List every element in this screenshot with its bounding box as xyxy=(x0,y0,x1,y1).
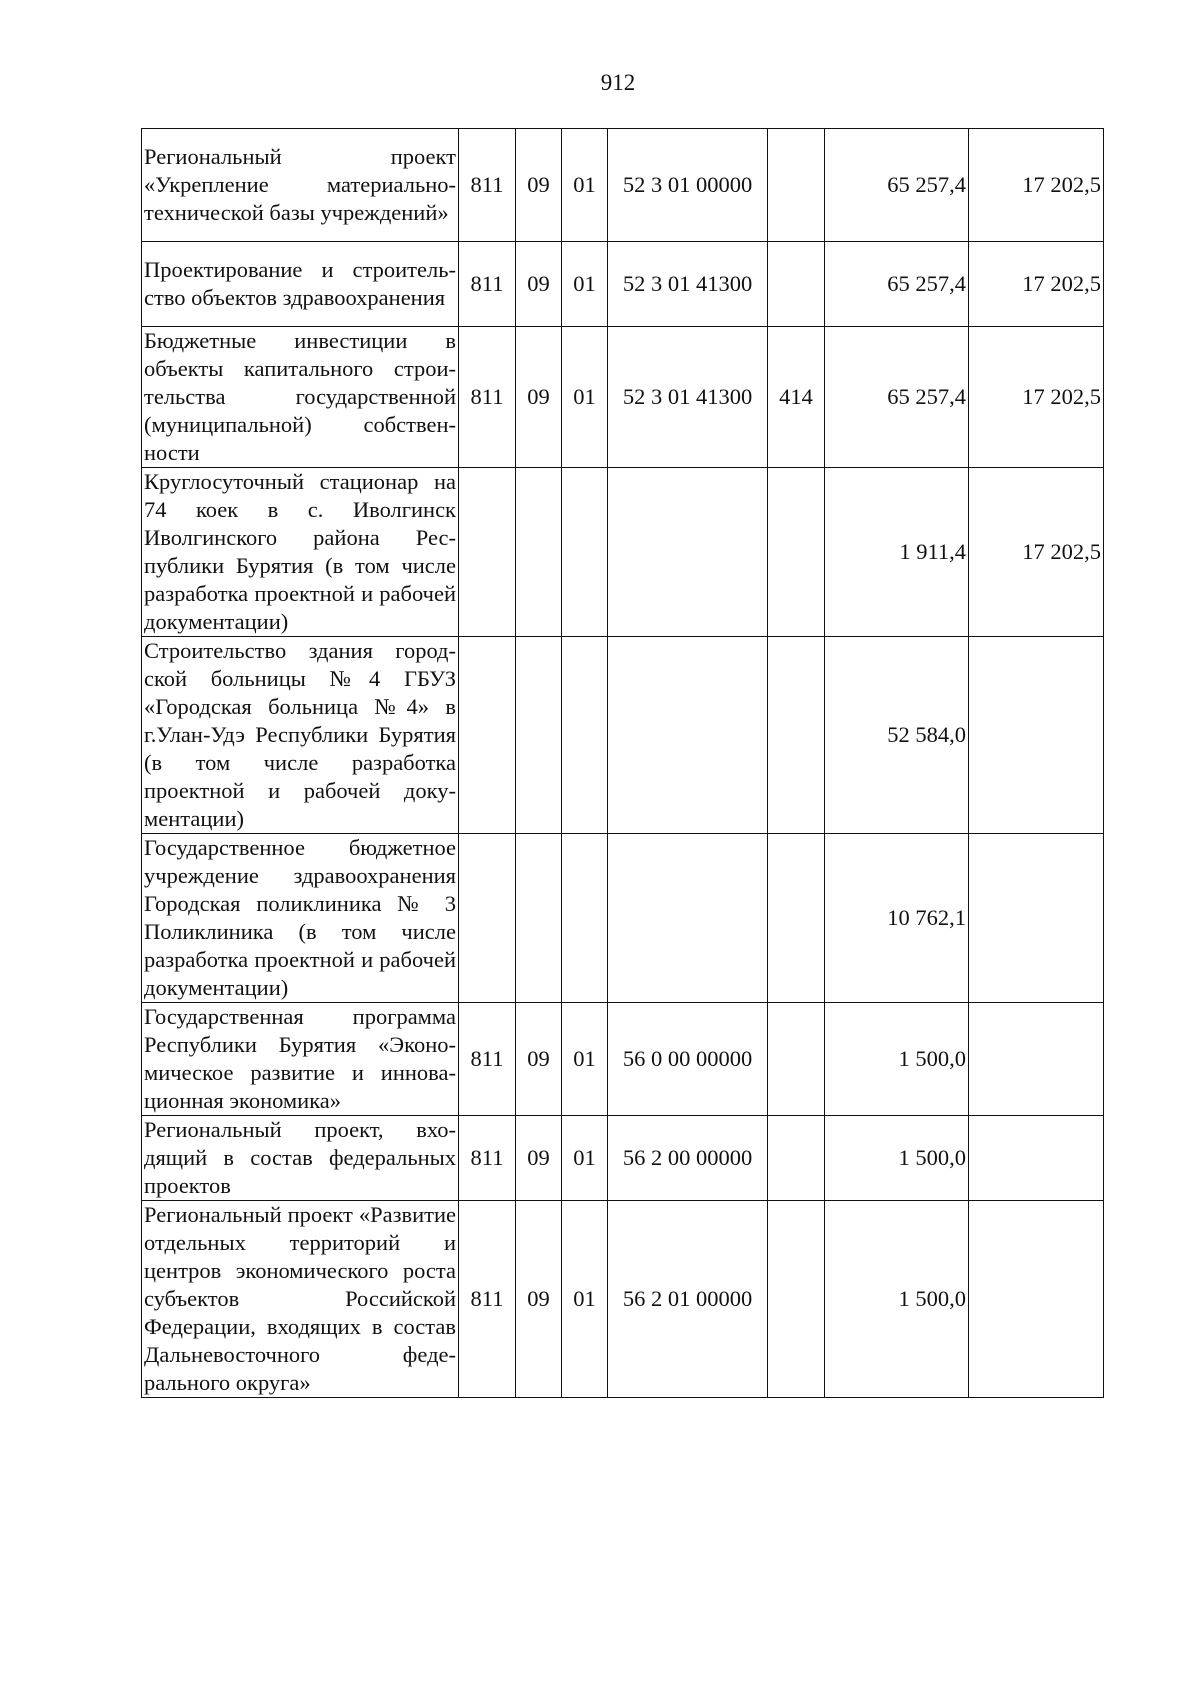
table-row xyxy=(142,327,1104,468)
amount-1-cell: 65 257,4 xyxy=(825,242,969,327)
target-article-cell: 56 2 00 00000 xyxy=(608,1116,768,1201)
amount-2-cell xyxy=(969,1003,1104,1116)
section-code-cell xyxy=(516,834,562,1003)
amount-1-cell: 1 500,0 xyxy=(825,1201,969,1398)
amount-2-cell: 17 202,5 xyxy=(969,327,1104,468)
table-row xyxy=(142,1116,1104,1201)
target-article-cell: 52 3 01 00000 xyxy=(608,129,768,242)
expense-type-cell xyxy=(768,1003,825,1116)
ministry-code-cell: 811 xyxy=(459,1201,516,1398)
subsection-code-cell: 01 xyxy=(562,1201,608,1398)
table-row xyxy=(142,834,1104,1003)
table-row xyxy=(142,637,1104,834)
row-name-cell: Государственное бюджетное учреждение здравоохранения Городская поликлиника № 3 Поликлиника (в том числе разработка проектной и рабочей документации) xyxy=(142,834,459,1003)
row-name-cell: Бюджетные инвестиции в объекты капитального строительства государственной (муниципальной) собственности xyxy=(142,327,459,468)
subsection-code-cell: 01 xyxy=(562,129,608,242)
section-code-cell: 09 xyxy=(516,1201,562,1398)
row-name-cell: Региональный проект, входящий в состав федеральных проектов xyxy=(142,1116,459,1201)
expense-type-cell xyxy=(768,468,825,637)
target-article-cell: 52 3 01 41300 xyxy=(608,242,768,327)
expense-type-cell: 414 xyxy=(768,327,825,468)
amount-2-cell xyxy=(969,1201,1104,1398)
amount-1-cell: 65 257,4 xyxy=(825,327,969,468)
amount-2-cell xyxy=(969,834,1104,1003)
amount-1-cell: 10 762,1 xyxy=(825,834,969,1003)
target-article-cell: 56 0 00 00000 xyxy=(608,1003,768,1116)
section-code-cell xyxy=(516,637,562,834)
page-number: 912 xyxy=(600,70,636,95)
subsection-code-cell xyxy=(562,468,608,637)
amount-2-cell: 17 202,5 xyxy=(969,129,1104,242)
section-code-cell: 09 xyxy=(516,1116,562,1201)
subsection-code-cell: 01 xyxy=(562,1003,608,1116)
subsection-code-cell: 01 xyxy=(562,327,608,468)
target-article-cell: 52 3 01 41300 xyxy=(608,327,768,468)
row-name-cell: Строительство здания городской больницы №4 ГБУЗ «Городская больница №4» в г.Улан-Удэ Республики Бурятия (в том числе разработка проектной и рабочей документации) xyxy=(142,637,459,834)
row-name-cell: Региональный проект «Развитие отдельных территорий и центров экономического роста субъектов Российской Федерации, входящих в состав Дальневосточного федерального округа» xyxy=(142,1201,459,1398)
amount-1-cell: 52 584,0 xyxy=(825,637,969,834)
subsection-code-cell: 01 xyxy=(562,1116,608,1201)
expense-type-cell xyxy=(768,1201,825,1398)
expense-type-cell xyxy=(768,129,825,242)
expense-type-cell xyxy=(768,637,825,834)
section-code-cell: 09 xyxy=(516,129,562,242)
ministry-code-cell: 811 xyxy=(459,1003,516,1116)
ministry-code-cell xyxy=(459,468,516,637)
expense-type-cell xyxy=(768,1116,825,1201)
ministry-code-cell xyxy=(459,834,516,1003)
ministry-code-cell: 811 xyxy=(459,242,516,327)
amount-2-cell xyxy=(969,637,1104,834)
section-code-cell: 09 xyxy=(516,242,562,327)
amount-1-cell: 1 500,0 xyxy=(825,1116,969,1201)
subsection-code-cell: 01 xyxy=(562,242,608,327)
amount-2-cell: 17 202,5 xyxy=(969,242,1104,327)
row-name-cell: Проектирование и строительство объектов здравоохранения xyxy=(142,242,459,327)
target-article-cell xyxy=(608,834,768,1003)
row-name-cell: Государственная программа Республики Бурятия «Экономическое развитие и инновационная экономика» xyxy=(142,1003,459,1116)
section-code-cell xyxy=(516,468,562,637)
table-row xyxy=(142,1201,1104,1398)
ministry-code-cell xyxy=(459,637,516,834)
table-row xyxy=(142,242,1104,327)
table-row xyxy=(142,1003,1104,1116)
target-article-cell xyxy=(608,468,768,637)
budget-table xyxy=(141,128,1104,1398)
section-code-cell: 09 xyxy=(516,327,562,468)
ministry-code-cell: 811 xyxy=(459,1116,516,1201)
section-code-cell: 09 xyxy=(516,1003,562,1116)
expense-type-cell xyxy=(768,242,825,327)
table-row xyxy=(142,129,1104,242)
target-article-cell xyxy=(608,637,768,834)
ministry-code-cell: 811 xyxy=(459,327,516,468)
ministry-code-cell: 811 xyxy=(459,129,516,242)
amount-1-cell: 1 500,0 xyxy=(825,1003,969,1116)
row-name-cell: Региональный проект «Укрепление материально-технической базы учреждений» xyxy=(142,129,459,242)
subsection-code-cell xyxy=(562,834,608,1003)
amount-1-cell: 1 911,4 xyxy=(825,468,969,637)
amount-2-cell xyxy=(969,1116,1104,1201)
row-name-cell: Круглосуточный стационар на 74 коек в с. Иволгинск Иволгинского района Республики Бурятия (в том числе разработка проектной и рабочей документации) xyxy=(142,468,459,637)
amount-2-cell: 17 202,5 xyxy=(969,468,1104,637)
amount-1-cell: 65 257,4 xyxy=(825,129,969,242)
expense-type-cell xyxy=(768,834,825,1003)
subsection-code-cell xyxy=(562,637,608,834)
target-article-cell: 56 2 01 00000 xyxy=(608,1201,768,1398)
table-body xyxy=(142,129,1104,1398)
table-row xyxy=(142,468,1104,637)
